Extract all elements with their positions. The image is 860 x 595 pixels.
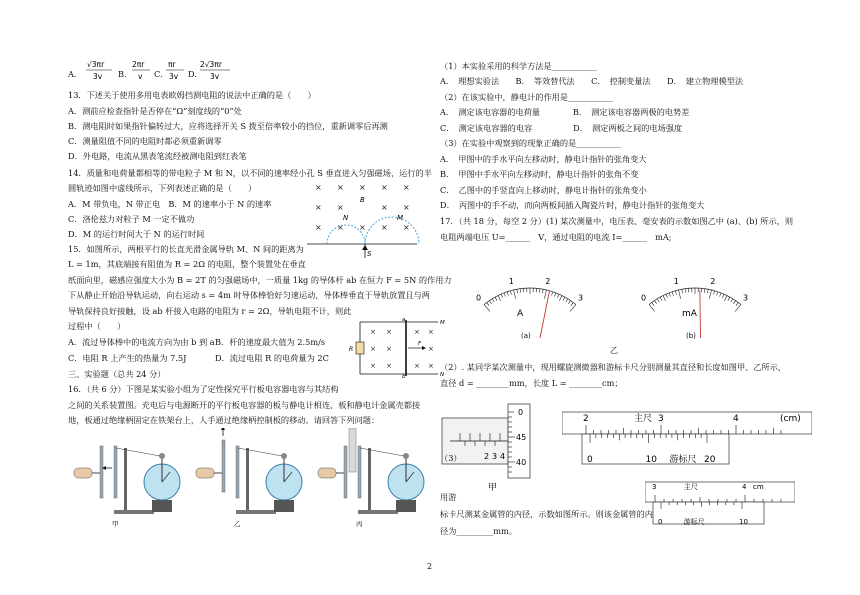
rail-circuit-figure <box>348 318 448 382</box>
q12-option-a: A. <box>68 69 77 79</box>
q12-option-d: D. <box>188 69 197 79</box>
caliper-2-main-label: 3 <box>652 483 657 491</box>
meter-a-tick <box>492 299 494 302</box>
meter-a-tick <box>507 292 508 296</box>
svg-text:×: × <box>386 328 392 336</box>
q14-stem-1: 14．质量和电荷量都相等的带电粒子 M 和 N，以不同的速率经小孔 S 垂直进入匀强磁场，运行的半 <box>68 168 432 178</box>
meter-a-tick <box>498 296 501 301</box>
q14-option-d: D．M 的运行时间大于 N 的运行时间 <box>68 229 205 239</box>
q14-stem-2: 圆轨迹如图中虚线所示，下列表述正确的是（ ） <box>68 183 257 193</box>
meter-b-tick <box>728 297 730 300</box>
svg-text:×: × <box>337 203 344 212</box>
q15-line-4: 下从静止开始沿导轨运动，向右运动 s = 4m 时导体棒恰好匀速运动，导体棒垂直于导轨放置且与两 <box>68 290 430 300</box>
caliper-2-main-label: 4 <box>742 483 747 491</box>
q12-expr-d <box>198 58 234 86</box>
meter-b-tick-label: 2 <box>710 277 716 287</box>
meter-a-tick <box>571 302 573 305</box>
svg-text:×: × <box>414 362 420 370</box>
meter-b-tick <box>731 299 733 302</box>
meter-b-tick <box>724 296 727 301</box>
meter-b-tick <box>717 292 718 296</box>
caliper-1-vernier-label: 0 <box>587 455 593 465</box>
micrometer-main-3: 3 <box>492 452 498 461</box>
caliper-1-vernier-name: 游标尺 <box>669 455 697 465</box>
q15-line-3: 纸面向里，磁感应强度大小为 B = 2T 的匀强磁场中，一质量 1kg 的导体杆 ab 在恒力 F = 5N 的作用力 <box>68 275 452 285</box>
meter-b-needle <box>700 290 701 338</box>
svg-text:×: × <box>370 362 376 370</box>
meter-b-tick <box>733 301 735 304</box>
q16-3-option-c: C． 乙图中的手竖直向上移动时，静电计指针的张角变小 <box>440 185 647 195</box>
micrometer-thimble-0: 0 <box>518 408 524 417</box>
mag-label-b: B <box>360 196 365 204</box>
left-column <box>60 0 460 595</box>
meter-b-tick <box>736 302 738 305</box>
caliper-1-unit: (cm) <box>780 414 801 424</box>
meter-b-tick <box>720 293 721 297</box>
q13-option-d: D．外电路，电流从黑表笔流经被测电阻到红表笔 <box>68 151 247 161</box>
svg-text:×: × <box>359 183 366 192</box>
meter-a-tick <box>568 301 570 304</box>
meter-a-tick-label: 1 <box>508 277 514 287</box>
q13-option-b: B．测电阻时如果指针偏转过大，应将选择开关 S 拨至倍率较小的挡位，重新调零后再测 <box>68 121 388 131</box>
q13-stem: 13．下述关于使用多用电表欧姆挡测电阻的说法中正确的是（ ） <box>68 90 316 100</box>
meter-a-tick <box>539 289 540 293</box>
meter-a-tick-label: 2 <box>545 277 551 287</box>
q16-1: （1）本实验采用的科学方法是___________ <box>440 61 597 71</box>
meter-a <box>455 250 605 346</box>
q16-2-options-ab: A． 测定该电容器的电荷量 B． 测定该电容器两极的电势差 <box>440 107 690 117</box>
caliper-1-figure <box>562 410 812 476</box>
q15-line-1: 15．如图所示，两根平行的长直光滑金属导轨 M、N 间的距离为 <box>68 244 304 254</box>
svg-text:×: × <box>337 183 344 192</box>
caliper-1-vernier-label: 20 <box>704 455 716 465</box>
q17-3-line-1: 用游 <box>440 492 457 502</box>
q16-line-2: 之间的关系装置图。充电后与电源断开的平行板电容器的板与静电计相连，板和静电计金属壳都接 <box>68 400 421 410</box>
micrometer-thimble-40: 40 <box>516 458 527 467</box>
rail-label-b: b <box>402 374 406 378</box>
svg-text:×: × <box>428 345 434 353</box>
caliper-2-vernier-label: 0 <box>658 518 663 526</box>
caliper-1-main-label: 4 <box>733 414 739 424</box>
micrometer-fig-label: 甲 <box>488 483 498 493</box>
svg-text:×: × <box>315 223 322 232</box>
svg-text:3v: 3v <box>93 72 103 81</box>
mag-label-n: N <box>343 214 349 222</box>
svg-text:×: × <box>428 362 434 370</box>
meter-a-tag: (a) <box>521 332 531 340</box>
meter-a-tick <box>489 301 491 304</box>
svg-text:2√3πr: 2√3πr <box>200 60 222 69</box>
meter-b-tick <box>685 289 686 293</box>
q17-2-line-1: （2）. 某同学某次测量中，现用螺旋测微器和游标卡尺分别测量其直径和长度如图甲、乙所示， <box>440 362 787 372</box>
rail-label-r: R <box>349 346 354 353</box>
meter-a-unit: A <box>517 309 524 319</box>
electrometer-figures <box>64 428 444 532</box>
meter-b-tick <box>714 291 715 295</box>
rail-label-n: N <box>440 372 445 378</box>
svg-text:×: × <box>403 183 410 192</box>
svg-text:×: × <box>337 223 344 232</box>
svg-text:×: × <box>403 203 410 212</box>
meter-b-tick <box>722 294 724 298</box>
right-column <box>440 0 840 595</box>
meter-a-tick <box>559 296 562 301</box>
meter-a-tick <box>557 294 559 298</box>
caliper-2-main-name: 主尺 <box>683 483 698 491</box>
rail-label-a: a <box>402 318 406 323</box>
meter-a-tick <box>501 294 503 298</box>
mag-label-s: S <box>367 250 372 258</box>
svg-text:×: × <box>381 203 388 212</box>
q16-1-options: A． 理想实验法 B． 等效替代法 C． 控制变量法 D． 建立物理模型法 <box>440 76 744 86</box>
meter-b <box>620 250 770 346</box>
meter-b-tick <box>652 302 654 305</box>
svg-text:3v: 3v <box>210 72 220 81</box>
q15-option-d: D．流过电阻 R 的电荷量为 2C <box>215 353 329 363</box>
meter-b-tick <box>669 293 670 297</box>
caliper-1-vernier-label: 10 <box>645 455 657 465</box>
q15-line-6: 过程中（ ） <box>68 321 126 331</box>
q13-option-a: A．测前应检查指针是否停在“Ω”刻度线的“0”处 <box>68 106 242 116</box>
svg-text:×: × <box>370 328 376 336</box>
q15-option-c: C．电阻 R 上产生的热量为 7.5J <box>68 353 187 363</box>
section-3-title: 三、实验题（总共 24 分） <box>68 369 166 379</box>
q17-3-line-2: 标卡尺测某金属管的内径，示数如图所示。则该金属管的内 <box>440 509 653 519</box>
rail-label-m: M <box>440 320 445 326</box>
svg-text:2πr: 2πr <box>132 60 145 69</box>
meter-b-tick-label: 1 <box>673 277 679 287</box>
q15-line-2: L = 1m，其底端接有阻值为 R = 2Ω 的电阻，整个装置处在垂直 <box>68 259 306 269</box>
micrometer-main-2: 2 <box>484 452 490 461</box>
meter-a-tick <box>504 293 505 297</box>
meter-a-tick <box>517 289 518 293</box>
svg-text:×: × <box>414 328 420 336</box>
svg-text:×: × <box>381 223 388 232</box>
q15-option-a: A．流过导体棒中的电流方向为由 b 到 a <box>68 337 215 347</box>
q16-3: （3）在实验中观察到的现象正确的是___________ <box>440 138 622 148</box>
svg-text:×: × <box>370 345 376 353</box>
meter-b-tick <box>672 292 673 296</box>
meter-a-tick <box>555 293 556 297</box>
meter-a-tick <box>510 291 511 295</box>
svg-text:×: × <box>428 328 434 336</box>
meter-a-tick-label: 3 <box>577 293 584 303</box>
q16-2: （2）在该实验中，静电计的作用是___________ <box>440 92 614 102</box>
meter-b-tick <box>682 289 683 293</box>
meter-b-tick <box>666 294 668 298</box>
q14-option-a: A．M 带负电，N 带正电 B．M 的速率小于 N 的速率 <box>68 199 272 209</box>
micrometer-main-4: 4 <box>500 452 506 461</box>
meter-b-tick <box>657 299 659 302</box>
meter-a-tick <box>514 290 516 299</box>
meter-b-tick <box>654 301 656 304</box>
caliper-1-main-body <box>562 412 812 434</box>
meter-b-tick <box>675 291 676 295</box>
meter-a-needle <box>540 293 549 338</box>
q16-3-option-a: A． 甲图中的手水平向左移动时，静电计指针的张角变大 <box>440 154 647 164</box>
meter-a-tick <box>542 289 543 293</box>
micrometer-figure <box>440 398 560 502</box>
q15-option-b: B．杆的速度最大值为 2.5m/s <box>215 337 326 347</box>
q17-3-line-3: 径为_________mm。 <box>440 526 517 536</box>
q17-3-label: （3） <box>440 453 462 463</box>
micrometer-thimble-45: 45 <box>516 433 527 442</box>
svg-text:×: × <box>315 203 322 212</box>
fig-label-jia: 甲 <box>112 520 119 528</box>
q14-option-c: C．洛伦兹力对粒子 M 一定不做功 <box>68 214 195 224</box>
q12-expr-c <box>164 58 188 86</box>
svg-text:×: × <box>381 183 388 192</box>
meter-b-tick <box>679 290 681 299</box>
meter-a-tick <box>552 292 553 296</box>
q16-line-1: 16．（共 6 分）下图是某实验小组为了定性探究平行板电容器电容与其结构 <box>68 384 339 394</box>
mag-label-m: M <box>397 214 404 222</box>
q16-3-option-d: D． 丙图中的手不动，而向两板间插入陶瓷片时，静电计指针的张角变大 <box>440 200 705 210</box>
q12-option-b: B. <box>118 69 127 79</box>
svg-text:√3πr: √3πr <box>87 60 105 69</box>
caliper-1-main-label: 2 <box>583 414 589 424</box>
meter-a-tick <box>563 297 565 300</box>
q17-line-1: 17．（共 18 分，每空 2 分）(1) 某次测量中，电压表、毫安表的示数如图乙中 (a)、(b) 所示，则 <box>440 216 794 226</box>
svg-text:×: × <box>315 183 322 192</box>
fig-label-yi: 乙 <box>234 520 241 528</box>
q12-option-c: C. <box>154 69 163 79</box>
caliper-2-unit: cm <box>753 483 764 491</box>
meter-b-tick-label: 3 <box>742 293 749 303</box>
svg-text:3v: 3v <box>169 72 179 81</box>
q13-option-c: C．测量阻值不同的电阻时都必须重新调零 <box>68 136 222 146</box>
svg-text:×: × <box>359 223 366 232</box>
q12-expr-b <box>130 58 154 86</box>
q17-2-line-2: 直径 d = ________mm，长度 L = ________cm； <box>440 378 623 388</box>
meter-b-tick <box>704 289 705 293</box>
meter-b-tag: (b) <box>686 332 696 340</box>
meter-fig-label: 乙 <box>610 345 619 355</box>
meter-b-tick <box>663 296 666 301</box>
svg-text:×: × <box>403 223 410 232</box>
caliper-1-main-name: 主尺 <box>634 414 653 424</box>
q16-3-option-b: B． 甲图中手水平向左移动时，静电计指针的张角不变 <box>440 169 639 179</box>
svg-text:πr: πr <box>168 60 176 69</box>
meter-a-tick <box>520 289 521 293</box>
q15-line-5: 导轨保持良好接触，设 ab 杆接入电路的电阻为 r = 2Ω，导轨电阻不计，则此 <box>68 306 352 316</box>
meter-a-tick-label: 0 <box>476 293 482 303</box>
meter-a-tick <box>544 290 546 299</box>
caliper-1-main-label: 3 <box>658 414 664 424</box>
meter-a-tick <box>487 302 489 305</box>
q17-line-2: 电阻两端电压 U=______ V，通过电阻的电流 I=______ mA; <box>440 232 672 242</box>
fig-label-bing: 丙 <box>356 520 363 528</box>
q16-2-options-cd: C． 测定该电容器的电容 D． 测定两板之间的电场强度 <box>440 123 683 133</box>
meter-a-tick <box>495 297 497 300</box>
svg-text:×: × <box>386 345 392 353</box>
meter-b-tick <box>707 289 708 293</box>
svg-text:v: v <box>138 72 143 81</box>
q16-line-3: 地，板通过绝缘柄固定在铁架台上，人手通过绝缘柄控制板的移动。请回答下列问题： <box>68 415 380 425</box>
rail-label-f: F <box>418 341 422 347</box>
magnetic-field-figure <box>305 180 420 264</box>
meter-b-unit: mA <box>682 309 697 319</box>
page-number: 2 <box>427 562 433 571</box>
meter-b-tick <box>709 290 711 299</box>
meter-b-tick <box>660 297 662 300</box>
caliper-2-vernier-label: 10 <box>739 518 748 526</box>
q12-expr-a <box>84 58 114 86</box>
caliper-2-main-body <box>645 482 795 502</box>
meter-a-tick <box>566 299 568 302</box>
svg-text:×: × <box>386 362 392 370</box>
caliper-2-figure <box>645 480 795 534</box>
meter-b-tick-label: 0 <box>641 293 647 303</box>
caliper-2-vernier-name: 游标尺 <box>683 518 705 526</box>
